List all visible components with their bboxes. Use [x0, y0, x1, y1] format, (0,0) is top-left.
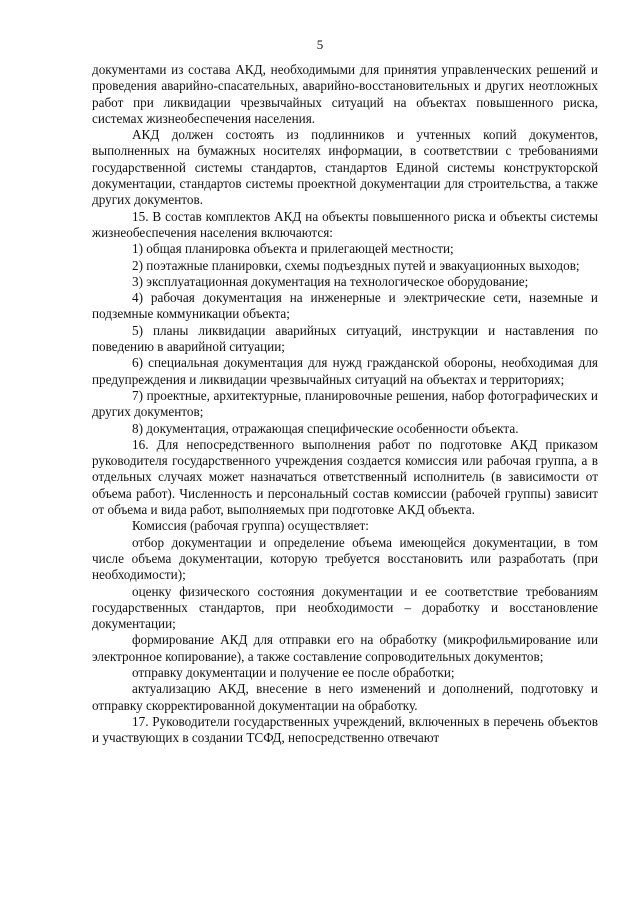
list-item-6: 6) специальная документация для нужд гражданской обороны, необходимая для предупреждения и ликвидации чрезвычайных ситуаций на объектах и территориях;: [92, 355, 598, 387]
page-number: 5: [316, 37, 324, 52]
list-item-1: 1) общая планировка объекта и прилегающей местности;: [132, 241, 454, 257]
paragraph-item-17: 17. Руководители государственных учреждений, включенных в перечень объектов и участвующих в создании ТСФД, непосредственно отвечают: [92, 713, 598, 746]
list-item-7: 7) проектные, архитектурные, планировочные решения, набор фотографических и других документов;: [92, 387, 598, 420]
duty-item: формирование АКД для отправки его на обработку (микрофильмирование или электронное копирование), а также составление сопроводительных документов;: [92, 632, 598, 664]
duty-item: актуализацию АКД, внесение в него изменений и дополнений, подготовку и отправку скорректированной документации на обработку.: [92, 681, 598, 713]
body-text: [92, 62, 598, 746]
paragraph-item-16: 16. Для непосредственного выполнения работ по подготовке АКД приказом руководителя государственного учреждения создается комиссия или рабочая группа, а в отдельных случаях может назначаться ответственный исполнитель (в зависимости от объема работ). Численность и персональный состав комиссии (рабочей группы) зависит от объема и вида работ, выполняемых при подготовке АКД объекта.: [92, 436, 598, 518]
list-item-4: 4) рабочая документация на инженерные и электрические сети, наземные и подземные коммуникации объекта;: [92, 290, 598, 322]
paragraph-item-15: 15. В состав комплектов АКД на объекты повышенного риска и объекты системы жизнеобеспечения населения включаются:: [92, 208, 598, 240]
paragraph-commission-duties: Комиссия (рабочая группа) осуществляет:: [132, 518, 369, 534]
list-item-2: 2) поэтажные планировки, схемы подъездных путей и эвакуационных выходов;: [132, 257, 580, 273]
duty-item: отбор документации и определение объема имеющейся документации, в том числе объема документации, которую требуется восстановить или разработать (при необходимости);: [92, 534, 598, 583]
list-item-3: 3) эксплуатационная документация на технологическое оборудование;: [132, 273, 529, 289]
duty-item: оценку физического состояния документации и ее соответствие требованиям государственных стандартов, при необходимости – доработку и восстановление документации;: [92, 583, 598, 632]
duty-item: отправку документации и получение ее после обработки;: [132, 664, 455, 680]
list-item-8: 8) документация, отражающая специфические особенности объекта.: [132, 420, 519, 436]
list-item-5: 5) планы ликвидации аварийных ситуаций, инструкции и наставления по поведению в аварийной ситуации;: [92, 322, 598, 355]
paragraph-akd-composition: АКД должен состоять из подлинников и учтенных копий документов, выполненных на бумажных носителях информации, в соответствии с требованиями государственной системы стандартов, стандартов Единой системы конструкторской документации, стандартов системы проектной документации для строительства, а также других документов.: [92, 127, 598, 208]
paragraph-continuation: документами из состава АКД, необходимыми для принятия управленческих решений и проведения аварийно-спасательных, аварийно-восстановительных и других неотложных работ при ликвидации чрезвычайных ситуаций на объектах повышенного риска, системах жизнеобеспечения населения.: [92, 62, 598, 126]
